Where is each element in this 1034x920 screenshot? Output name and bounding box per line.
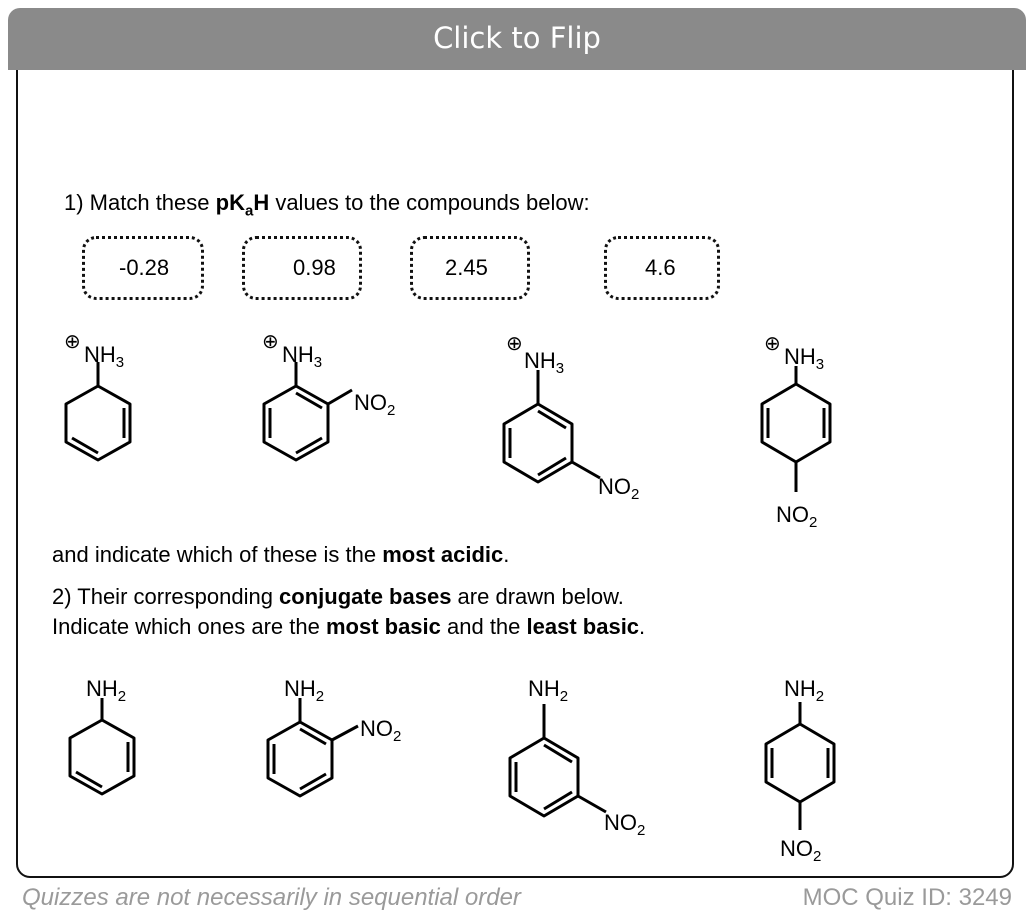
meta-nitroaniline-structure <box>510 704 606 816</box>
para-nitroaniline-structure <box>766 702 834 830</box>
most-acidic-text: and indicate which of these is the most acidic. <box>52 542 510 567</box>
pka-value: 4.6 <box>645 255 676 280</box>
nh3-label: $NH_3$ <box>784 344 825 373</box>
nh3-label: $NH_3$ <box>282 342 323 371</box>
q1-prefix: 1) Match these <box>64 190 216 215</box>
no2-label: $NO_2$ <box>360 716 402 745</box>
para-nitroanilinium-structure <box>762 366 830 492</box>
aniline-structure <box>70 698 134 794</box>
pka-value: 0.98 <box>293 255 336 280</box>
pka-value: 2.45 <box>445 255 488 280</box>
aniline-structures <box>0 664 1034 874</box>
ortho-nitroanilinium-structure <box>264 362 352 460</box>
positive-charge: ⊕ <box>764 333 781 355</box>
nh2-label: $NH_2$ <box>86 676 127 705</box>
pka-value-box[interactable] <box>82 236 204 300</box>
nh2-label: $NH_2$ <box>528 676 569 705</box>
ortho-nitroaniline-structure <box>268 698 358 796</box>
question2-line2: Indicate which ones are the most basic and the least basic. <box>52 614 646 639</box>
no2-label: $NO_2$ <box>354 390 396 419</box>
pka-value: -0.28 <box>119 255 170 280</box>
anilinium-structure <box>66 362 130 460</box>
question2-line1: 2) Their corresponding conjugate bases are drawn below. <box>52 584 624 609</box>
nh2-label: $NH_2$ <box>284 676 325 705</box>
anilinium-structures <box>0 320 1034 540</box>
positive-charge: ⊕ <box>64 331 81 353</box>
nh2-label: $NH_2$ <box>784 676 825 705</box>
no2-label: $NO_2$ <box>598 474 640 503</box>
pka-value-box[interactable] <box>604 236 720 300</box>
quiz-id: MOC Quiz ID: 3249 <box>802 884 1012 911</box>
pka-value-box[interactable] <box>410 236 530 300</box>
positive-charge: ⊕ <box>262 331 279 353</box>
q1-suffix: values to the compounds below: <box>269 190 590 215</box>
click-to-flip-button[interactable] <box>8 8 1026 70</box>
footer-note: Quizzes are not necessarily in sequential order <box>22 884 521 911</box>
positive-charge: ⊕ <box>506 333 523 355</box>
no2-label: $NO_2$ <box>780 836 822 865</box>
no2-label: $NO_2$ <box>604 810 646 839</box>
no2-label: $NO_2$ <box>776 502 818 531</box>
pka-value-box[interactable] <box>242 236 362 300</box>
pkah-term: $pK_aH$ <box>215 190 270 220</box>
flip-label: Click to Flip <box>433 20 601 55</box>
question1-text <box>64 190 590 219</box>
nh3-label: $NH_3$ <box>524 348 565 377</box>
meta-nitroanilinium-structure <box>504 370 600 482</box>
nh3-label: $NH_3$ <box>84 342 125 371</box>
